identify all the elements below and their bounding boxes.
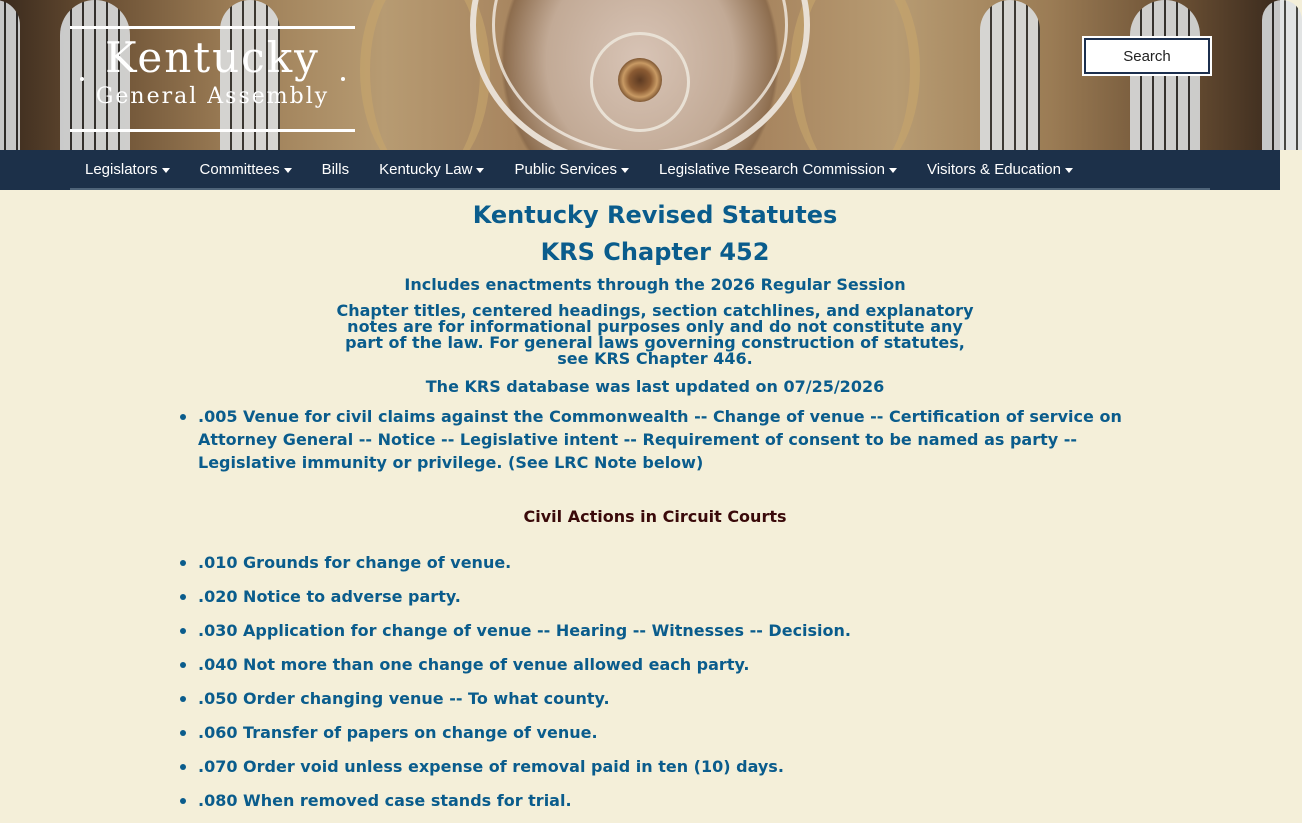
statute-link[interactable]: .070 Order void unless expense of removal paid in ten (10) days. (198, 757, 784, 776)
nav-item-legislators[interactable] (70, 150, 185, 190)
nav-item-legislative-research-commission[interactable] (644, 150, 912, 190)
logo-title: Kentucky (105, 33, 320, 82)
statute-link[interactable]: .010 Grounds for change of venue. (198, 553, 512, 572)
section-list (178, 405, 1123, 474)
dome-window-image (0, 0, 20, 150)
list-item (178, 789, 1123, 812)
enactments-note: Includes enactments through the 2026 Regular Session (404, 275, 906, 294)
nav-item-label: Public Services (514, 161, 618, 178)
caret-down-icon (162, 168, 170, 173)
list-item (178, 405, 1123, 474)
statute-link[interactable]: .060 Transfer of papers on change of venue. (198, 723, 598, 742)
caret-down-icon (889, 168, 897, 173)
dome-window-image (980, 0, 1040, 150)
nav-item-visitors-education[interactable] (912, 150, 1088, 190)
statute-link[interactable]: .050 Order changing venue -- To what county. (198, 689, 610, 708)
list-item (178, 653, 1123, 676)
nav-item-label: Legislative Research Commission (659, 161, 885, 178)
nav-item-label: Kentucky Law (379, 161, 473, 178)
statute-link[interactable]: .005 Venue for civil claims against the Commonwealth -- Change of venue -- Certification of service on Attorney General -- Notice -- Legislative intent -- Requirement of consent to be named as party -- Legislative immunity or privilege. (See LRC Note below) (198, 407, 1122, 472)
nav-item-label: Bills (321, 161, 350, 178)
list-item (178, 721, 1123, 744)
statute-link[interactable]: .040 Not more than one change of venue allowed each party. (198, 655, 750, 674)
list-item (178, 687, 1123, 710)
list-item (178, 755, 1123, 778)
dome-rosette-image (618, 58, 662, 102)
logo-subtitle: General Assembly (95, 84, 330, 109)
statute-link[interactable]: .020 Notice to adverse party. (198, 587, 461, 606)
nav-item-bills[interactable] (307, 150, 365, 190)
nav-item-public-services[interactable] (499, 150, 644, 190)
list-item (178, 551, 1123, 574)
statute-link[interactable]: .030 Application for change of venue -- Hearing -- Witnesses -- Decision. (198, 621, 851, 640)
nav-item-label: Visitors & Education (926, 161, 1061, 178)
caret-down-icon (476, 168, 484, 173)
nav-item-kentucky-law[interactable] (364, 150, 499, 190)
search-button[interactable]: Search (1084, 38, 1210, 74)
dome-window-image (1130, 0, 1200, 150)
caret-down-icon (284, 168, 292, 173)
section-heading: Civil Actions in Circuit Courts (523, 507, 787, 526)
nav-list (70, 150, 1088, 190)
list-item (178, 585, 1123, 608)
site-logo[interactable] (70, 26, 355, 132)
list-item (178, 619, 1123, 642)
statute-link[interactable]: .080 When removed case stands for trial. (198, 791, 572, 810)
page-title: Kentucky Revised Statutes (472, 201, 838, 229)
chapter-title: KRS Chapter 452 (540, 238, 770, 266)
header-banner (0, 0, 1280, 150)
section-list (178, 551, 1123, 823)
caret-down-icon (621, 168, 629, 173)
caret-down-icon (1065, 168, 1073, 173)
nav-item-label: Committees (199, 161, 280, 178)
nav-item-committees[interactable] (185, 150, 307, 190)
explanatory-note: Chapter titles, centered headings, section catchlines, and explanatory notes are for informational purposes only and do not constitute any part of the law. For general laws governing construction of statutes, see KRS Chapter 446. (336, 301, 974, 368)
dome-window-image (1262, 0, 1302, 150)
nav-item-label: Legislators (85, 161, 158, 178)
main-nav (0, 150, 1280, 190)
last-updated: The KRS database was last updated on 07/25/2026 (425, 377, 885, 396)
main-content (0, 190, 1280, 810)
